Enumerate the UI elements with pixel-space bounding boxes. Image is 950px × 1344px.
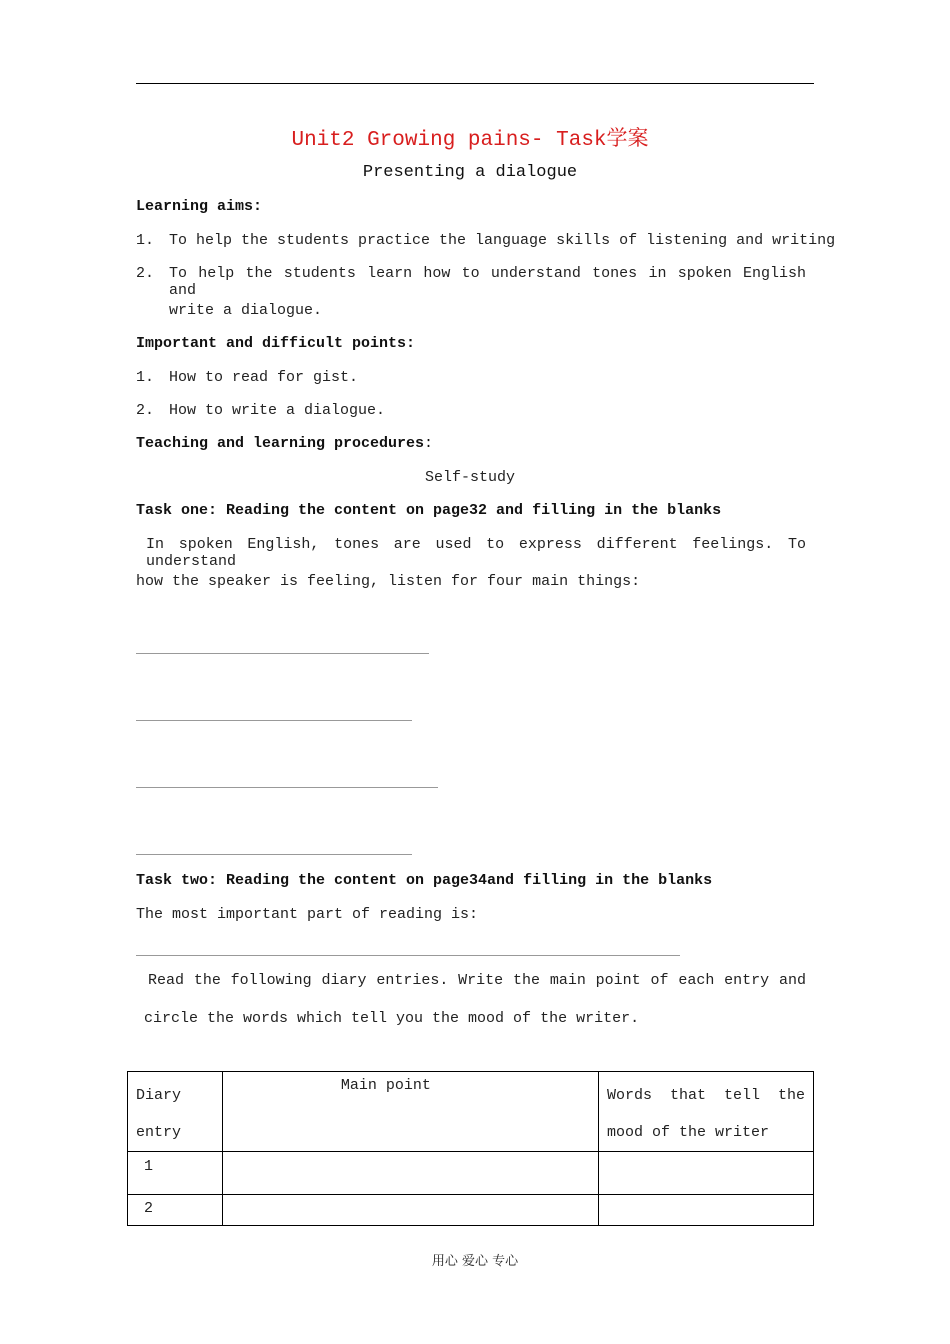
points-heading: Important and difficult points: <box>136 335 416 352</box>
task-one-line-1: In spoken English, tones are used to express different feelings. To understand <box>146 536 806 570</box>
header-words-line-1: Words that tell the <box>606 1087 805 1104</box>
entry-number: 1 <box>144 1158 154 1175</box>
header-rule <box>136 83 814 84</box>
cell-words[interactable] <box>598 1195 813 1226</box>
procedures-heading: Teaching and learning procedures <box>136 435 425 452</box>
answer-blank-1[interactable] <box>136 653 429 654</box>
answer-blank-5[interactable] <box>136 955 680 956</box>
header-words <box>598 1072 813 1152</box>
aims-heading: Learning aims: <box>136 198 263 215</box>
answer-blank-2[interactable] <box>136 720 412 721</box>
aim-number: 1. <box>136 232 155 249</box>
answer-blank-3[interactable] <box>136 787 438 788</box>
aim-item-1 <box>136 232 835 249</box>
header-diary-entry <box>128 1072 223 1152</box>
aim-text: To help the students practice the language skills of listening and writing <box>169 232 836 249</box>
table-row <box>128 1152 814 1195</box>
aim-text-2-continued: write a dialogue. <box>169 302 323 319</box>
header-main-point-label: Main point <box>340 1077 431 1094</box>
point-item-1 <box>136 369 358 386</box>
procedures-colon: : <box>424 435 434 452</box>
procedures-line <box>136 435 433 452</box>
header-words-line-2: mood of the writer <box>606 1124 769 1141</box>
point-number: 2. <box>136 402 155 419</box>
aim-number-2: 2. <box>136 265 155 282</box>
header-entry: entry <box>136 1124 182 1141</box>
page-footer: 用心 爱心 专心 <box>431 1254 519 1269</box>
point-text: How to write a dialogue. <box>169 402 386 419</box>
table-header-row <box>128 1072 814 1152</box>
cell-entry <box>128 1152 223 1195</box>
cell-main-point[interactable] <box>222 1152 598 1195</box>
header-main-point <box>222 1072 598 1152</box>
task-two-heading: Task two: Reading the content on page34and filling in the blanks <box>136 872 713 889</box>
point-number: 1. <box>136 369 155 386</box>
task-two-instruction-1: Read the following diary entries. Write the main point of each entry and <box>148 972 806 989</box>
answer-blank-4[interactable] <box>136 854 412 855</box>
section-self-study: Self-study <box>424 469 515 486</box>
task-one-line-2: how the speaker is feeling, listen for four main things: <box>136 573 641 590</box>
task-two-prompt: The most important part of reading is: <box>136 906 479 923</box>
aim-text-2: To help the students learn how to understand tones in spoken English and <box>169 265 806 299</box>
entry-number: 2 <box>144 1200 154 1217</box>
table-row <box>128 1195 814 1226</box>
cell-main-point[interactable] <box>222 1195 598 1226</box>
document-title: Unit2 Growing pains- Task学案 <box>291 129 649 152</box>
cell-words[interactable] <box>598 1152 813 1195</box>
header-diary: Diary <box>136 1087 182 1104</box>
document-subtitle: Presenting a dialogue <box>362 163 578 182</box>
point-text: How to read for gist. <box>169 369 359 386</box>
task-one-heading: Task one: Reading the content on page32 and filling in the blanks <box>136 502 722 519</box>
cell-entry <box>128 1195 223 1226</box>
task-two-instruction-2: circle the words which tell you the mood of the writer. <box>144 1010 640 1027</box>
diary-table <box>127 1071 814 1226</box>
point-item-2 <box>136 402 385 419</box>
